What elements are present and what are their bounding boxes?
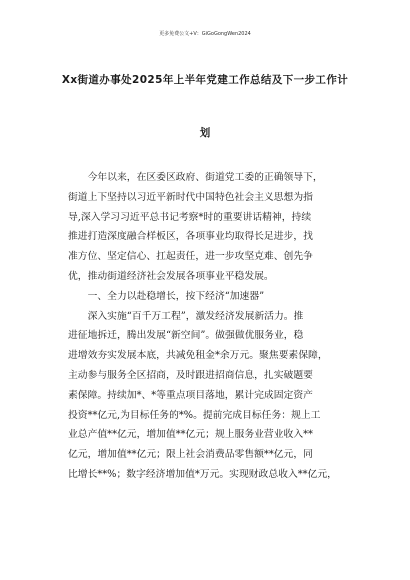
text-line: 业总产值**亿元，增加值**亿元；规上服务业营业收入** [68,429,313,441]
text-line: 优，推动街道经济社会发展各项事业平稳发展。 [68,270,274,282]
text-line: 主动参与服务全区招商，及时跟进招商信息，扎实破题要 [68,369,313,381]
text-line: 一、全力以赴稳增长，按下经济“加速器” [87,290,265,302]
text-line: 进增效夯实发展本底，共减免租金*余万元。聚焦要素保障， [68,350,328,362]
paragraph-economy [68,307,346,485]
document-body [68,168,346,485]
text-line: 深入实施“百千万工程”，激发经济发展新活力。推 [87,310,304,322]
text-line: 导,深入学习习近平总书记考察*时的重要讲话精神，持续 [68,211,312,223]
document-title-line-1: Xx街道办事处2025年上半年党建工作总结及下一步工作计 [61,74,349,86]
text-line: 素保障。持续加*、*等重点项目落地，累计完成固定资产 [68,389,313,401]
text-line: 今年以来，在区委区政府、街道党工委的正确领导下， [87,172,323,183]
paragraph-intro [68,168,346,287]
text-line: 准方位、坚定信心、扛起责任，进一步攻坚克难、创先争 [68,251,313,263]
text-line: 街道上下坚持以习近平新时代中国特色社会主义思想为指 [68,191,313,203]
header-note: 更多免费公文+V：GiGoGongWen2024 [159,31,251,37]
section-heading-1 [68,287,346,307]
text-line: 比增长**%；数字经济增加值*万元。实现财政总收入**亿元， [68,468,337,480]
text-line: 投资**亿元,为目标任务的*%。提前完成目标任务：规上工 [68,409,321,421]
text-line: 亿元，增加值**亿元；限上社会消费品零售额**亿元，同 [68,449,313,461]
text-line: 进征地拆迁，腾出发展“新空间”。做强做优服务业，稳 [68,330,304,342]
document-title-line-2: 划 [199,127,211,139]
text-line: 推进打造深度融合样板区，各项事业均取得长足进步，找 [68,231,313,243]
